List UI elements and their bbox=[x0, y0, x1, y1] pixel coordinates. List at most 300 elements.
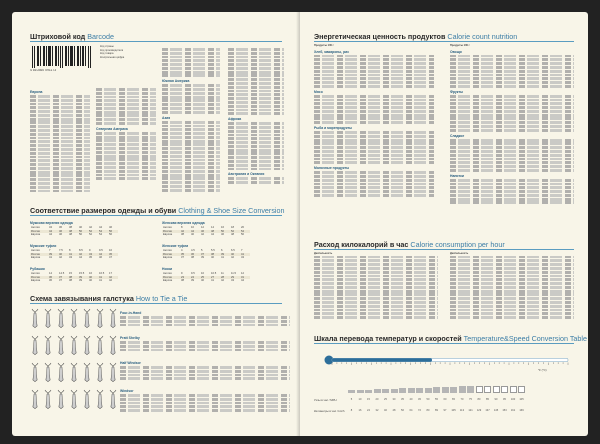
fine-print-line bbox=[450, 74, 574, 77]
calorie-group: Напитки bbox=[450, 173, 464, 178]
row-label: Европа bbox=[31, 233, 41, 237]
fine-print-line bbox=[450, 106, 574, 109]
table-cell: 38 bbox=[69, 279, 72, 283]
speed-value: 8 bbox=[350, 409, 353, 412]
kmh-values bbox=[348, 409, 525, 412]
table-cell: 44 bbox=[79, 256, 82, 260]
fine-print-line bbox=[314, 99, 434, 102]
speed-box bbox=[416, 388, 423, 393]
temperature-rule bbox=[314, 343, 574, 344]
table-cell: 27 bbox=[210, 276, 220, 280]
table-cell: 14 bbox=[49, 272, 52, 276]
fine-print-line bbox=[450, 62, 574, 65]
fine-print-line bbox=[314, 271, 438, 274]
fine-print-line bbox=[314, 183, 434, 186]
table-cell: 42 bbox=[180, 230, 190, 234]
calorie-title-en: Calorie count nutrition bbox=[447, 32, 518, 41]
speed-value: 32 bbox=[375, 409, 379, 412]
calorie-group: Хлеб, макароны, рис bbox=[314, 49, 350, 54]
table-cell: 5 bbox=[201, 249, 203, 253]
speed-value: 64 bbox=[409, 409, 413, 412]
table-cell: 38 bbox=[191, 256, 194, 260]
socks-heading: Носки bbox=[162, 267, 173, 271]
table-cell: 45 bbox=[89, 256, 92, 260]
tie-title-ru: Схема завязывания галстука bbox=[30, 294, 134, 303]
speed-value: 40 bbox=[409, 398, 413, 401]
consumption-col-right bbox=[450, 252, 574, 320]
fine-print-line bbox=[314, 161, 434, 164]
barcode-title-ru: Штриховой код bbox=[30, 32, 86, 41]
speed-box bbox=[425, 388, 432, 394]
table-cell: 43 bbox=[69, 256, 72, 260]
tie-step-icon bbox=[95, 362, 105, 387]
table-cell: 16 bbox=[221, 226, 224, 230]
table-cell: 48 bbox=[231, 233, 234, 237]
tie-step-icon bbox=[69, 362, 79, 387]
table-cell: 37 bbox=[58, 276, 68, 280]
table-cell: 37 bbox=[181, 256, 184, 260]
fine-print-line bbox=[450, 77, 574, 80]
speed-value: 25 bbox=[384, 398, 387, 401]
fine-print-line bbox=[314, 139, 434, 142]
speed-value: 65 bbox=[452, 398, 455, 401]
tie-steps-windsor bbox=[30, 389, 118, 414]
fine-print-line bbox=[314, 171, 434, 174]
table-cell: 4.5 bbox=[191, 249, 195, 253]
left-page bbox=[12, 12, 300, 436]
table-cell: 46 bbox=[109, 226, 112, 230]
men-shoes-heading: Мужские туфли bbox=[30, 244, 57, 248]
tie-step-icon bbox=[82, 308, 92, 333]
speed-box bbox=[450, 387, 457, 394]
tie-step-icon bbox=[108, 308, 118, 333]
speed-box bbox=[348, 390, 355, 393]
fine-print-line bbox=[314, 158, 434, 161]
table-cell: 42 bbox=[109, 279, 112, 283]
fine-print-line bbox=[450, 263, 574, 266]
fine-print-line bbox=[314, 186, 434, 189]
fine-print-line bbox=[450, 282, 574, 285]
temperature-title-ru: Шкала перевода температур и скоростей bbox=[314, 334, 462, 343]
table-cell: 39 bbox=[48, 253, 58, 257]
fine-print-line bbox=[450, 70, 574, 73]
table-cell: 31 bbox=[240, 276, 250, 280]
women-clothing-block bbox=[162, 219, 250, 237]
kmh-row-label: Километры в час / km/h bbox=[314, 409, 345, 413]
table-row bbox=[162, 233, 250, 237]
tie-step-icon bbox=[82, 335, 92, 360]
speed-value: 80 bbox=[477, 398, 481, 401]
fine-print-line bbox=[450, 179, 574, 182]
calorie-col-left bbox=[314, 44, 434, 198]
fine-print-line bbox=[314, 179, 434, 182]
table-cell: 43 bbox=[88, 253, 98, 257]
speed-value: 48 bbox=[392, 409, 396, 412]
barcode-legend-item: Код производителя bbox=[100, 48, 124, 52]
speed-value: 85 bbox=[486, 398, 489, 401]
fine-print-line bbox=[450, 154, 574, 157]
row-label: Англия bbox=[31, 226, 40, 230]
table-cell: 40 bbox=[58, 253, 68, 257]
fine-print-line bbox=[314, 267, 438, 270]
table-cell: 41 bbox=[99, 279, 102, 283]
speed-value: 105 bbox=[519, 398, 524, 401]
fine-print-line bbox=[450, 169, 574, 172]
men-shoes-table bbox=[30, 249, 118, 260]
calorie-group: Сладкое bbox=[450, 133, 465, 138]
fine-print-line bbox=[450, 121, 574, 124]
table-cell: 38 bbox=[181, 279, 184, 283]
table-cell: 42 bbox=[201, 233, 204, 237]
fine-print-line bbox=[450, 309, 574, 312]
table-cell: 7 bbox=[241, 249, 243, 253]
table-cell: 42 bbox=[89, 226, 92, 230]
table-cell: 9.5 bbox=[99, 249, 103, 253]
women-shoes-table bbox=[162, 249, 250, 260]
table-cell: 10 bbox=[201, 272, 204, 276]
table-cell: 42 bbox=[78, 253, 88, 257]
tie-step-icon bbox=[56, 389, 66, 414]
table-cell: 37 bbox=[59, 279, 62, 283]
clothing-title-ru: Соответствие размеров одежды и обуви bbox=[30, 206, 177, 215]
fine-print-line bbox=[450, 256, 574, 259]
table-row bbox=[30, 233, 118, 237]
table-cell: 39 bbox=[78, 276, 88, 280]
fine-print-line bbox=[450, 305, 574, 308]
table-cell: 9 bbox=[89, 249, 91, 253]
tie-title bbox=[30, 294, 187, 303]
fine-print-line bbox=[314, 146, 434, 149]
fine-print-line bbox=[450, 312, 574, 315]
table-row bbox=[162, 256, 250, 260]
fine-print-line bbox=[314, 95, 434, 98]
fine-print-line bbox=[450, 161, 574, 164]
table-cell: 6 bbox=[221, 249, 223, 253]
speed-value: 16 bbox=[358, 409, 362, 412]
tie-step-icon bbox=[30, 362, 40, 387]
speed-box bbox=[399, 388, 406, 393]
men-clothing-heading: Мужская верхняя одежда bbox=[30, 221, 73, 225]
country-group-north-america: Северная Америка bbox=[96, 126, 128, 131]
fine-print-line bbox=[314, 282, 438, 285]
speed-value: 113 bbox=[459, 409, 465, 412]
table-cell: 42 bbox=[59, 256, 62, 260]
fine-print-line bbox=[450, 58, 574, 61]
speed-box bbox=[442, 387, 449, 393]
table-cell: 41 bbox=[98, 276, 108, 280]
speed-value: 169 bbox=[519, 409, 524, 412]
table-cell: 40 bbox=[230, 253, 240, 257]
table-cell: 12 bbox=[241, 272, 244, 276]
table-cell: 36 bbox=[48, 276, 58, 280]
table-cell: 8.5 bbox=[79, 249, 83, 253]
fine-print-line bbox=[450, 102, 574, 105]
tie-step-icon bbox=[30, 335, 40, 360]
fine-print-line bbox=[314, 263, 438, 266]
table-cell: 47 bbox=[109, 256, 112, 260]
tie-step-icon bbox=[95, 308, 105, 333]
speed-scale-boxes bbox=[348, 386, 525, 393]
fine-print-line bbox=[450, 267, 574, 270]
table-cell: 40 bbox=[201, 279, 204, 283]
table-cell: 56 bbox=[109, 233, 112, 237]
clothing-title-en: Clothing & Shoe Size Conversion bbox=[178, 206, 285, 215]
speed-value: 129 bbox=[476, 409, 482, 412]
calorie-rule bbox=[314, 41, 574, 42]
shirts-block bbox=[30, 265, 118, 283]
fine-print-line bbox=[314, 309, 438, 312]
men-shoes-block bbox=[30, 242, 118, 260]
table-cell: 43 bbox=[241, 256, 244, 260]
table-cell: 11 bbox=[221, 272, 224, 276]
speed-box bbox=[365, 390, 372, 394]
fine-print-line bbox=[314, 154, 434, 157]
speed-box bbox=[459, 386, 466, 393]
fine-print-line bbox=[450, 150, 574, 153]
speed-box bbox=[484, 386, 491, 393]
knot-name: Four-in-Hand bbox=[120, 311, 142, 315]
women-clothing-table bbox=[162, 226, 250, 237]
barcode-title-en: Barcode bbox=[87, 32, 115, 41]
table-cell: 39 bbox=[220, 253, 230, 257]
speed-box bbox=[518, 386, 525, 393]
fine-print-line bbox=[314, 135, 434, 138]
table-cell: 52 bbox=[88, 230, 98, 234]
country-group-australia: Австралия и Океания bbox=[228, 172, 265, 177]
row-label: Европа bbox=[163, 279, 173, 283]
fine-print-line bbox=[314, 77, 434, 80]
speed-value: 153 bbox=[502, 409, 507, 412]
fine-print-line bbox=[314, 142, 434, 145]
barcode-legend-item: Код страны bbox=[100, 45, 114, 48]
clothing-title bbox=[30, 206, 285, 215]
fine-print-line bbox=[450, 183, 574, 186]
fine-print-line bbox=[450, 275, 574, 278]
fine-print-line bbox=[314, 259, 438, 262]
table-cell: 48 bbox=[210, 230, 220, 234]
fine-print-line bbox=[450, 125, 574, 128]
row-label: Россия bbox=[162, 253, 180, 257]
barcode-title bbox=[30, 32, 114, 41]
men-clothing-table bbox=[30, 226, 118, 237]
speed-box bbox=[510, 386, 517, 393]
fine-print-line bbox=[314, 66, 434, 69]
table-cell: 44 bbox=[48, 230, 58, 234]
speed-box bbox=[357, 390, 364, 393]
consumption-header: Деятельность bbox=[450, 252, 469, 255]
fine-print-line bbox=[450, 290, 574, 293]
tie-step-icon bbox=[108, 362, 118, 387]
fine-print-line bbox=[314, 286, 438, 289]
speed-box bbox=[501, 386, 508, 393]
fine-print-line bbox=[314, 190, 434, 193]
speed-value: 10 bbox=[358, 398, 362, 401]
table-cell: 40 bbox=[79, 226, 82, 230]
row-label: Англия bbox=[163, 249, 172, 253]
row-label: Европа bbox=[163, 256, 173, 260]
fine-print-line bbox=[314, 55, 434, 58]
fine-print-line bbox=[450, 55, 574, 58]
shirts-table bbox=[30, 272, 118, 283]
tie-title-en: How to Tie a Tie bbox=[135, 294, 188, 303]
table-row bbox=[30, 279, 118, 283]
fine-print-line bbox=[314, 316, 438, 319]
fine-print-line bbox=[450, 293, 574, 296]
calorie-group: Мясо bbox=[314, 89, 323, 94]
speed-box bbox=[467, 386, 474, 393]
table-cell: 37 bbox=[200, 253, 210, 257]
fine-print-line bbox=[314, 305, 438, 308]
calorie-col-right bbox=[450, 44, 574, 205]
fine-print-line bbox=[314, 117, 434, 120]
fine-print-line bbox=[450, 142, 574, 145]
table-cell: 44 bbox=[49, 233, 52, 237]
table-cell: 11.5 bbox=[231, 272, 237, 276]
table-cell: 10 bbox=[191, 226, 194, 230]
table-cell: 42 bbox=[108, 276, 118, 280]
speed-value: 137 bbox=[485, 409, 490, 412]
speed-value: 105 bbox=[451, 409, 456, 412]
speed-value: 50 bbox=[426, 398, 430, 401]
tie-steps-half-windsor bbox=[30, 362, 118, 387]
barcode-legend-item: Код товара bbox=[100, 52, 114, 56]
fine-print-line bbox=[314, 301, 438, 304]
tie-step-icon bbox=[82, 389, 92, 414]
table-cell: 34 bbox=[49, 226, 52, 230]
fine-print-line bbox=[314, 175, 434, 178]
table-cell: 40 bbox=[211, 256, 214, 260]
knot-name: Half Windsor bbox=[120, 361, 141, 365]
fine-print-line bbox=[450, 194, 574, 197]
socks-table bbox=[162, 272, 250, 283]
fine-print-line bbox=[450, 95, 574, 98]
women-shoes-heading: Женские туфли bbox=[162, 244, 189, 248]
speed-value: 15 bbox=[367, 398, 370, 401]
fine-print-line bbox=[314, 62, 434, 65]
country-codes-col-3 bbox=[162, 48, 220, 193]
table-cell: 41 bbox=[221, 256, 224, 260]
speed-value: 90 bbox=[494, 398, 498, 401]
speed-value: 89 bbox=[435, 409, 438, 412]
tie-desc-windsor bbox=[120, 387, 290, 413]
mph-values bbox=[348, 398, 525, 401]
table-cell: 46 bbox=[221, 233, 224, 237]
barcode-number: 4 810360 091173 bbox=[30, 69, 57, 72]
table-cell: 44 bbox=[99, 226, 102, 230]
row-label: Россия bbox=[162, 230, 180, 234]
table-cell: 41 bbox=[49, 256, 52, 260]
fine-print-line bbox=[314, 121, 434, 124]
speed-box bbox=[408, 388, 415, 393]
table-cell: 40 bbox=[88, 276, 98, 280]
country-codes-col-1 bbox=[30, 88, 90, 193]
speed-value: 121 bbox=[468, 409, 473, 412]
knot-name: Windsor bbox=[120, 389, 134, 393]
tie-step-icon bbox=[95, 389, 105, 414]
table-cell: 23 bbox=[180, 276, 190, 280]
speed-box bbox=[476, 386, 483, 393]
speed-value: 56 bbox=[401, 409, 404, 412]
fine-print-line bbox=[314, 131, 434, 134]
row-label: Европа bbox=[31, 279, 41, 283]
speed-box bbox=[391, 389, 398, 394]
tie-step-icon bbox=[108, 389, 118, 414]
fine-print-line bbox=[314, 70, 434, 73]
fine-print-line bbox=[450, 190, 574, 193]
barcode-legend bbox=[100, 45, 150, 59]
fine-print-line bbox=[450, 286, 574, 289]
calorie-group: Молочные продукты bbox=[314, 166, 350, 171]
clothing-rule bbox=[30, 215, 282, 216]
fine-print-line bbox=[314, 102, 434, 105]
tie-step-icon bbox=[56, 335, 66, 360]
consumption-header: Деятельность bbox=[314, 252, 333, 255]
table-cell: 28 bbox=[220, 276, 230, 280]
country-codes-col-4 bbox=[228, 48, 284, 185]
tie-step-icon bbox=[56, 362, 66, 387]
speed-value: 80 bbox=[426, 409, 430, 412]
fine-print-line bbox=[450, 198, 574, 201]
country-codes-col-2 bbox=[96, 88, 156, 181]
consumption-col-left bbox=[314, 252, 438, 320]
calorie-header-left: Продукты 100 г bbox=[314, 44, 334, 47]
table-cell: 16.5 bbox=[99, 272, 105, 276]
row-label: Европа bbox=[31, 256, 41, 260]
fine-print-line bbox=[450, 316, 574, 319]
row-label: Англия bbox=[31, 249, 40, 253]
table-cell: 46 bbox=[59, 233, 62, 237]
speed-box bbox=[382, 389, 389, 393]
speed-value: 35 bbox=[401, 398, 404, 401]
fine-print-line bbox=[314, 58, 434, 61]
speed-value: 24 bbox=[367, 409, 370, 412]
table-cell: 42 bbox=[231, 256, 234, 260]
speed-value: 40 bbox=[384, 409, 387, 412]
fine-print-line bbox=[450, 301, 574, 304]
row-label: Европа bbox=[163, 233, 173, 237]
tie-step-icon bbox=[69, 389, 79, 414]
tie-step-icon bbox=[43, 308, 53, 333]
table-cell: 36 bbox=[190, 253, 200, 257]
barcode-legend-item: Контрольная цифра bbox=[100, 55, 125, 59]
fine-print-line bbox=[314, 312, 438, 315]
tie-step-icon bbox=[30, 389, 40, 414]
table-cell: 46 bbox=[99, 256, 102, 260]
table-cell: 12 bbox=[201, 226, 204, 230]
table-cell: 44 bbox=[190, 230, 200, 234]
fine-print-line bbox=[450, 81, 574, 84]
row-label: Россия bbox=[162, 276, 180, 280]
table-cell: 54 bbox=[99, 233, 102, 237]
thermometer-scale bbox=[324, 354, 576, 366]
table-cell: 56 bbox=[108, 230, 118, 234]
table-cell: 24 bbox=[190, 276, 200, 280]
table-cell: 52 bbox=[230, 230, 240, 234]
table-cell: 14 bbox=[211, 226, 214, 230]
fine-print-line bbox=[314, 74, 434, 77]
table-cell: 38 bbox=[68, 276, 78, 280]
row-label: Россия bbox=[30, 253, 48, 257]
table-cell: 39 bbox=[201, 256, 204, 260]
women-clothing-heading: Женская верхняя одежда bbox=[162, 221, 205, 225]
table-cell: 50 bbox=[78, 230, 88, 234]
table-cell: 10 bbox=[109, 249, 112, 253]
fine-print-line bbox=[314, 194, 434, 197]
tie-step-icon bbox=[95, 335, 105, 360]
table-cell: 36 bbox=[49, 279, 52, 283]
shirts-heading: Рубашки bbox=[30, 267, 45, 271]
speed-value: 30 bbox=[392, 398, 396, 401]
